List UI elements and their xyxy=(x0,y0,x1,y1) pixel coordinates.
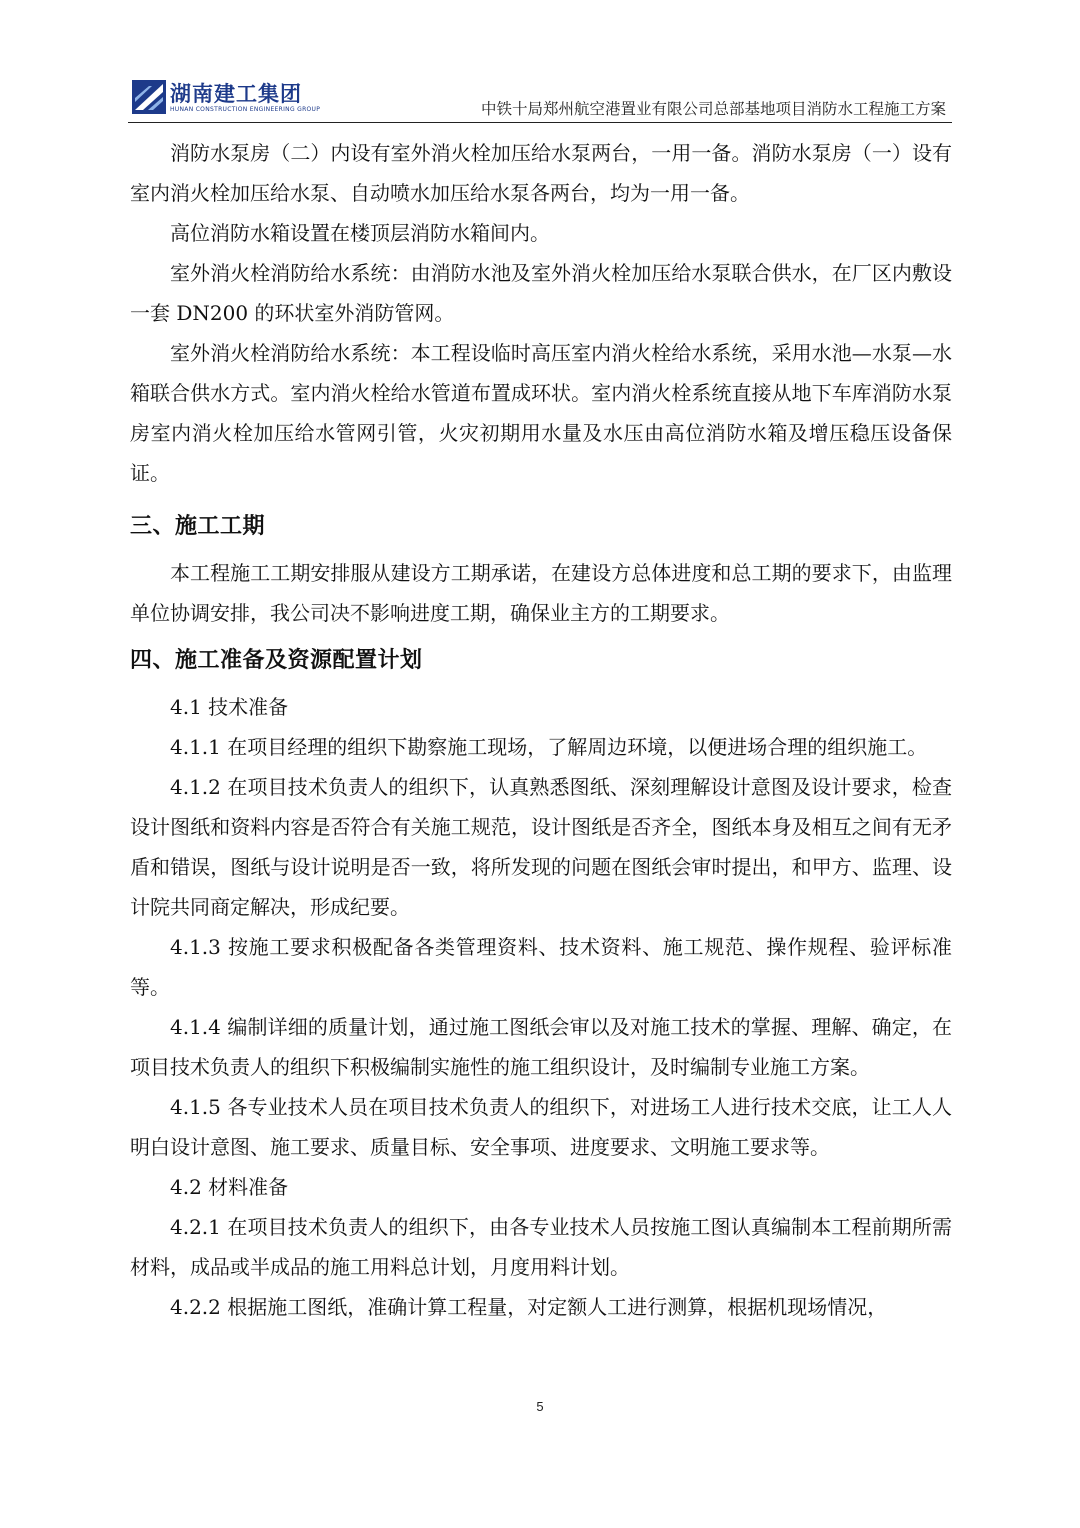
company-logo-icon xyxy=(132,80,166,114)
page-number: 5 xyxy=(536,1399,544,1414)
paragraph-4-1-2: 4.1.2 在项目技术负责人的组织下，认真熟悉图纸、深刻理解设计意图及设计要求，检查设计图纸和资料内容是否符合有关施工规范，设计图纸是否齐全，图纸本身及相互之间有无矛盾和错误，图纸与设计说明是否一致，将所发现的问题在图纸会审时提出，和甲方、监理、设计院共同商定解决，形成纪要。 xyxy=(130,775,952,919)
paragraph-indoor-hydrant-system: 室外消火栓消防给水系统：本工程设临时高压室内消火栓给水系统，采用水池—水泵—水箱联合供水方式。室内消火栓给水管道布置成环状。室内消火栓系统直接从地下车库消防水泵房室内消火栓加压给水管网引管，火灾初期用水量及水压由高位消防水箱及增压稳压设备保证。 xyxy=(130,341,952,485)
heading-construction-period: 三、施工工期 xyxy=(130,513,266,539)
logo-chinese-name: 湖南建工集团 xyxy=(170,82,302,106)
subheading-material-preparation: 4.2 材料准备 xyxy=(170,1175,289,1199)
subheading-technical-preparation: 4.1 技术准备 xyxy=(170,695,289,719)
company-logo xyxy=(128,78,328,118)
paragraph-4-1-5: 4.1.5 各专业技术人员在项目技术负责人的组织下，对进场工人进行技术交底，让工人人明白设计意图、施工要求、质量目标、安全事项、进度要求、文明施工要求等。 xyxy=(130,1095,952,1159)
document-body xyxy=(130,133,952,1327)
paragraph-outdoor-hydrant-system: 室外消火栓消防给水系统：由消防水池及室外消火栓加压给水泵联合供水，在厂区内敷设一套 DN200 的环状室外消防管网。 xyxy=(130,261,952,325)
paragraph-pump-rooms: 消防水泵房（二）内设有室外消火栓加压给水泵两台，一用一备。消防水泵房（一）设有室内消火栓加压给水泵、自动喷水加压给水泵各两台，均为一用一备。 xyxy=(130,141,952,205)
heading-preparation-plan: 四、施工准备及资源配置计划 xyxy=(130,647,423,673)
paragraph-construction-period: 本工程施工工期安排服从建设方工期承诺，在建设方总体进度和总工期的要求下，由监理单位协调安排，我公司决不影响进度工期，确保业主方的工期要求。 xyxy=(130,561,952,625)
logo-english-name: HUNAN CONSTRUCTION ENGINEERING GROUP xyxy=(170,106,321,113)
paragraph-4-1-4: 4.1.4 编制详细的质量计划，通过施工图纸会审以及对施工技术的掌握、理解、确定，在项目技术负责人的组织下积极编制实施性的施工组织设计，及时编制专业施工方案。 xyxy=(130,1015,952,1079)
paragraph-water-tank: 高位消防水箱设置在楼顶层消防水箱间内。 xyxy=(170,221,550,245)
paragraph-4-2-1: 4.2.1 在项目技术负责人的组织下，由各专业技术人员按施工图认真编制本工程前期所需材料，成品或半成品的施工用料总计划，月度用料计划。 xyxy=(130,1215,952,1279)
paragraph-4-1-3: 4.1.3 按施工要求积极配备各类管理资料、技术资料、施工规范、操作规程、验评标准等。 xyxy=(130,935,952,999)
document-title: 中铁十局郑州航空港置业有限公司总部基地项目消防水工程施工方案 xyxy=(480,100,946,118)
paragraph-4-2-2: 4.2.2 根据施工图纸，准确计算工程量，对定额人工进行测算，根据机现场情况， xyxy=(170,1295,888,1319)
paragraph-4-1-1: 4.1.1 在项目经理的组织下勘察施工现场，了解周边环境，以便进场合理的组织施工。 xyxy=(170,735,928,759)
page-header xyxy=(128,72,952,123)
